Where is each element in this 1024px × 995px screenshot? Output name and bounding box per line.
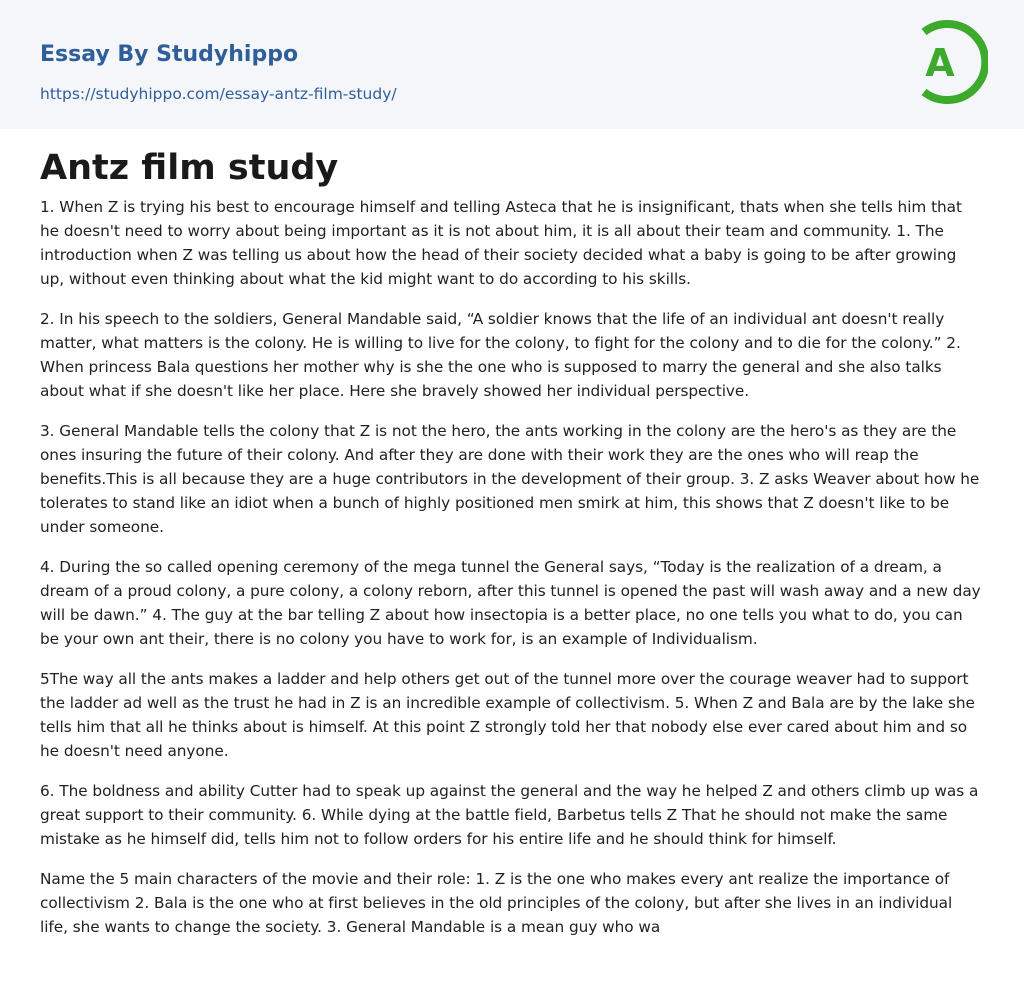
- essay-paragraph: 5The way all the ants makes a ladder and help others get out of the tunnel more over the courage weaver had to support the ladder ad well as the trust he had in Z is an incredible example of collectivism. 5. When Z and Bala are by the lake she tells him that all he thinks about is himself. At this point Z strongly told her that nobody else ever cared about him and so he doesn't need anyone.: [40, 670, 975, 760]
- essay-title: Antz film study: [40, 148, 339, 188]
- essay-body: [40, 195, 984, 955]
- site-brand[interactable]: Essay By Studyhippo: [40, 42, 299, 67]
- essay-paragraph: 2. In his speech to the soldiers, General Mandable said, “A soldier knows that the life of an individual ant doesn't really matter, what matters is the colony. He is willing to live for the colony, to fight for the colony and to die for the colony.” 2. When princess Bala questions her mother why is she the one who is supposed to marry the general and she also talks about what if she doesn't like her place. Here she bravely showed her individual perspective.: [40, 310, 961, 400]
- essay-paragraph: 1. When Z is trying his best to encourage himself and telling Asteca that he is insignificant, thats when she tells him that he doesn't need to worry about being important as it is not about him, it is all about their team and community. 1. The introduction when Z was telling us about how the head of their society decided what a baby is going to be after growing up, without even thinking about what the kid might want to do according to his skills.: [40, 198, 962, 288]
- essay-paragraph: 4. During the so called opening ceremony of the mega tunnel the General says, “Today is the realization of a dream, a dream of a proud colony, a pure colony, a colony reborn, after this tunnel is opened the past will wash away and a new day will be dawn.” 4. The guy at the bar telling Z about how insectopia is a better place, no one tells you what to do, you can be your own ant their, there is no colony you have to work for, is an example of Individualism.: [40, 558, 981, 648]
- logo-letter: A: [925, 41, 955, 85]
- essay-paragraph: Name the 5 main characters of the movie and their role: 1. Z is the one who makes every ant realize the importance of collectivism 2. Bala is the one who at first believes in the old principles of the colony, but after she lives in an individual life, she wants to change the society. 3. General Mandable is a mean guy who wa: [40, 870, 953, 936]
- essay-paragraph: 6. The boldness and ability Cutter had to speak up against the general and the way he helped Z and others climb up was a great support to their community. 6. While dying at the battle field, Barbetus tells Z That he should not make the same mistake as he himself did, tells him not to follow orders for his entire life and he should think for himself.: [40, 782, 979, 848]
- studyhippo-logo-icon[interactable]: [904, 18, 988, 106]
- essay-url-link[interactable]: https://studyhippo.com/essay-antz-film-study/: [40, 85, 397, 103]
- essay-paragraph: 3. General Mandable tells the colony that Z is not the hero, the ants working in the colony are the hero's as they are the ones insuring the future of their colony. And after they are done with their work they are the ones who will reap the benefits.This is all because they are a huge contributors in the development of their group. 3. Z asks Weaver about how he tolerates to stand like an idiot when a bunch of highly positioned men smirk at him, this shows that Z doesn't like to be under someone.: [40, 422, 980, 536]
- site-header: [0, 0, 1024, 129]
